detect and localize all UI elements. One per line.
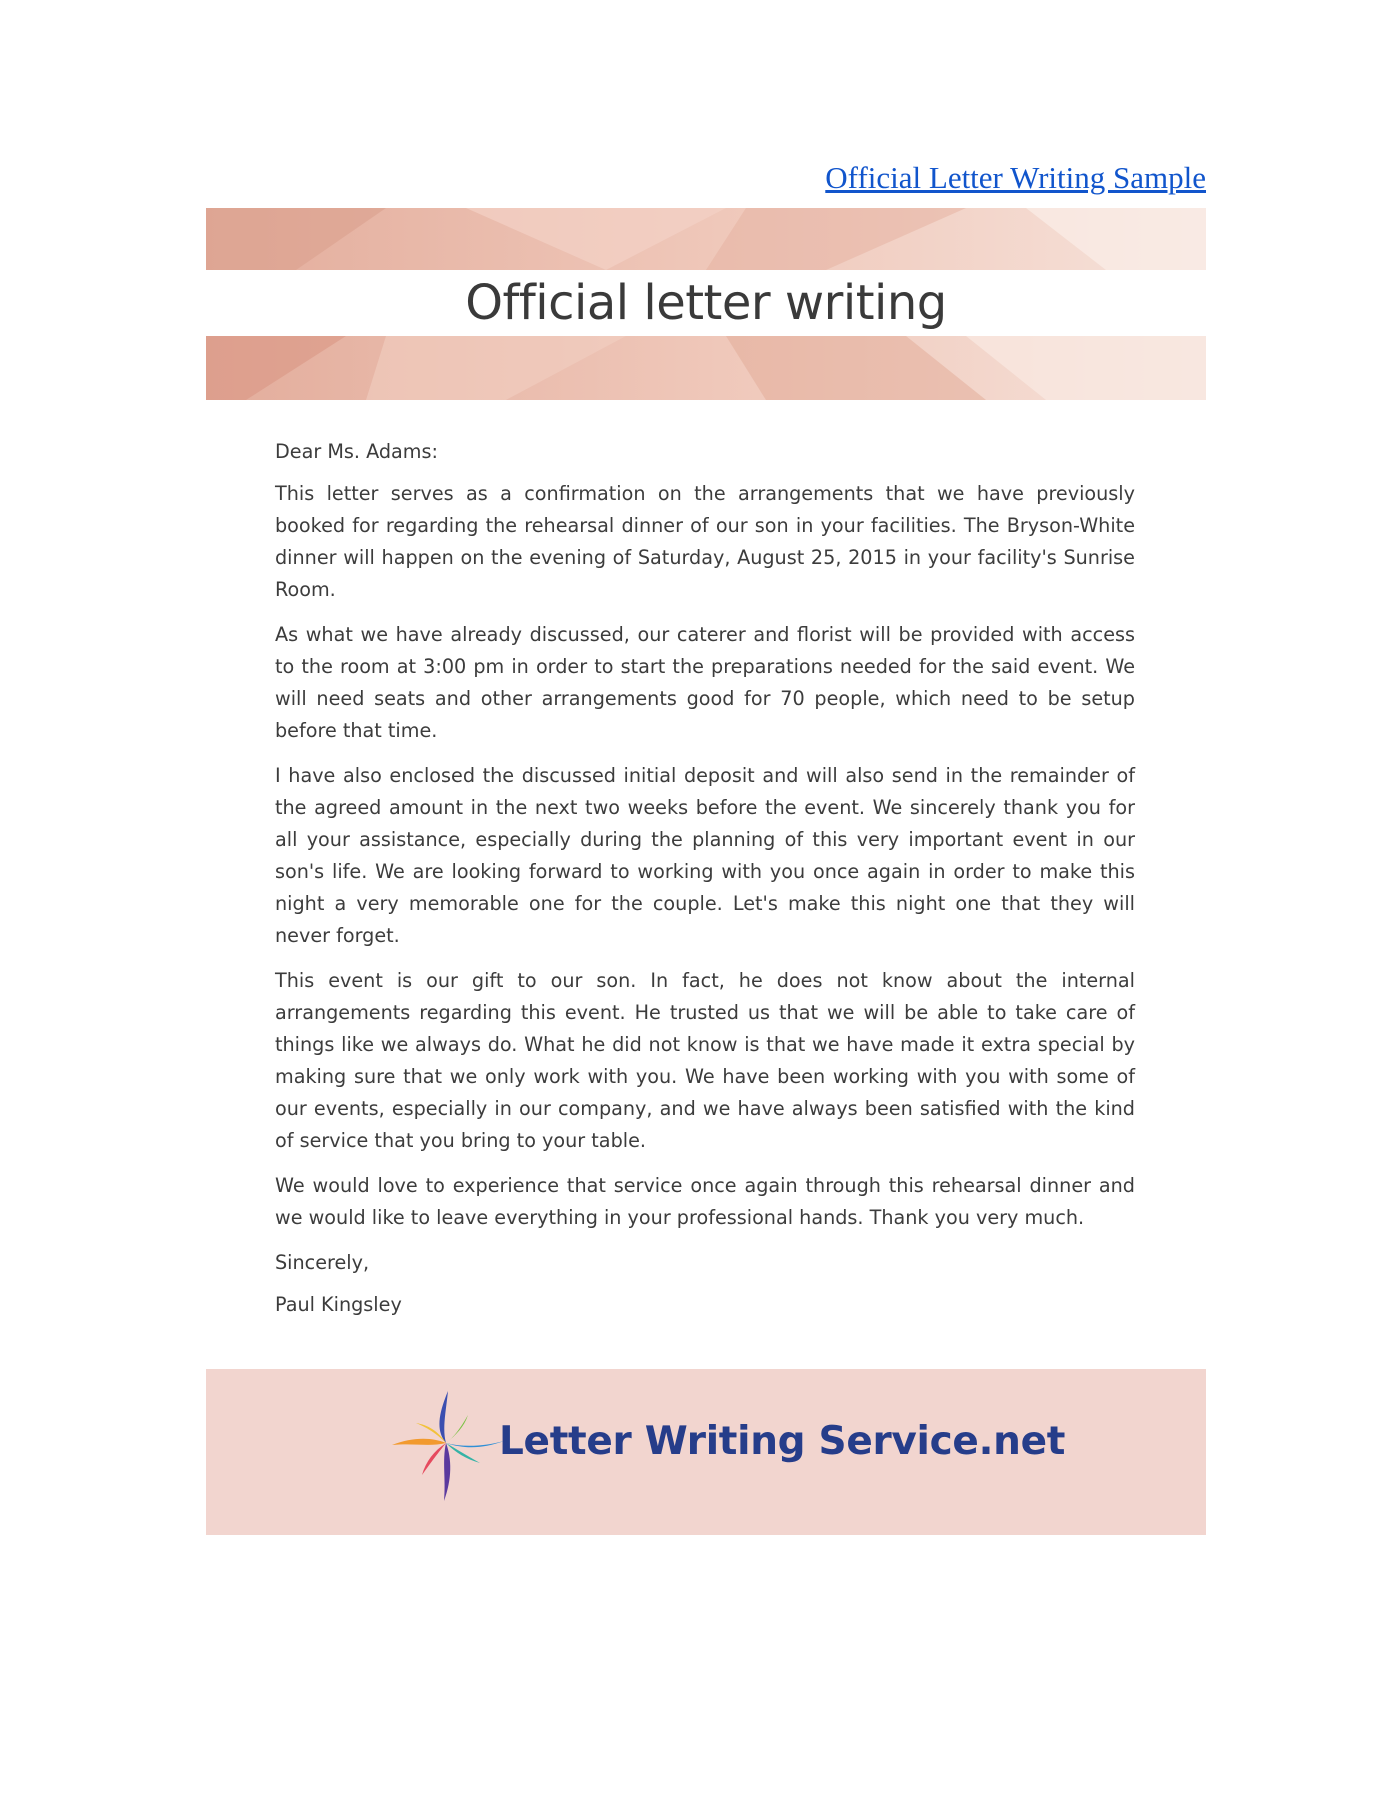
letter-paragraph-3: I have also enclosed the discussed initial deposit and will also send in the remainder of the agreed amount in the next two weeks before the event. We sincerely thank you for all your assistance, especially during the planning of this very important event in our son's life. We are looking forward to working with you once again in order to make this night a very memorable one for the couple. Let's make this night one that they will never forget. bbox=[275, 764, 1135, 947]
closing: Sincerely, bbox=[275, 1251, 370, 1274]
pinwheel-logo-icon bbox=[386, 1385, 506, 1505]
logo-text: Letter Writing Service.net bbox=[499, 1419, 1066, 1464]
footer-banner bbox=[206, 1369, 1206, 1535]
letter-paragraph-5: We would love to experience that service once again through this rehearsal dinner and we would like to leave everything in your professional hands. Thank you very much. bbox=[275, 1174, 1135, 1229]
letter-paragraph-4: This event is our gift to our son. In fact, he does not know about the internal arrangements regarding this event. He trusted us that we will be able to take care of things like we always do. What he did not know is that we have made it extra special by making sure that we only work with you. We have been working with you with some of our events, especially in our company, and we have always been satisfied with the kind of service that you bring to your table. bbox=[275, 969, 1135, 1152]
signature: Paul Kingsley bbox=[275, 1293, 402, 1316]
letter-sample-image bbox=[206, 208, 1206, 1535]
salutation: Dear Ms. Adams: bbox=[275, 440, 438, 463]
letter-paragraph-1: This letter serves as a confirmation on the arrangements that we have previously booked for regarding the rehearsal dinner of our son in your facilities. The Bryson-White dinner will happen on the evening of Saturday, August 25, 2015 in your facility's Sunrise Room. bbox=[275, 482, 1135, 601]
letter-body bbox=[275, 436, 1135, 1334]
official-letter-writing-sample-link[interactable]: Official Letter Writing Sample bbox=[825, 160, 1206, 195]
banner-title: Official letter writing bbox=[465, 275, 947, 331]
letter-paragraph-2: As what we have already discussed, our caterer and florist will be provided with access to the room at 3:00 pm in order to start the preparations needed for the said event. We will need seats and other arrangements good for 70 people, which need to be setup before that time. bbox=[275, 623, 1135, 742]
